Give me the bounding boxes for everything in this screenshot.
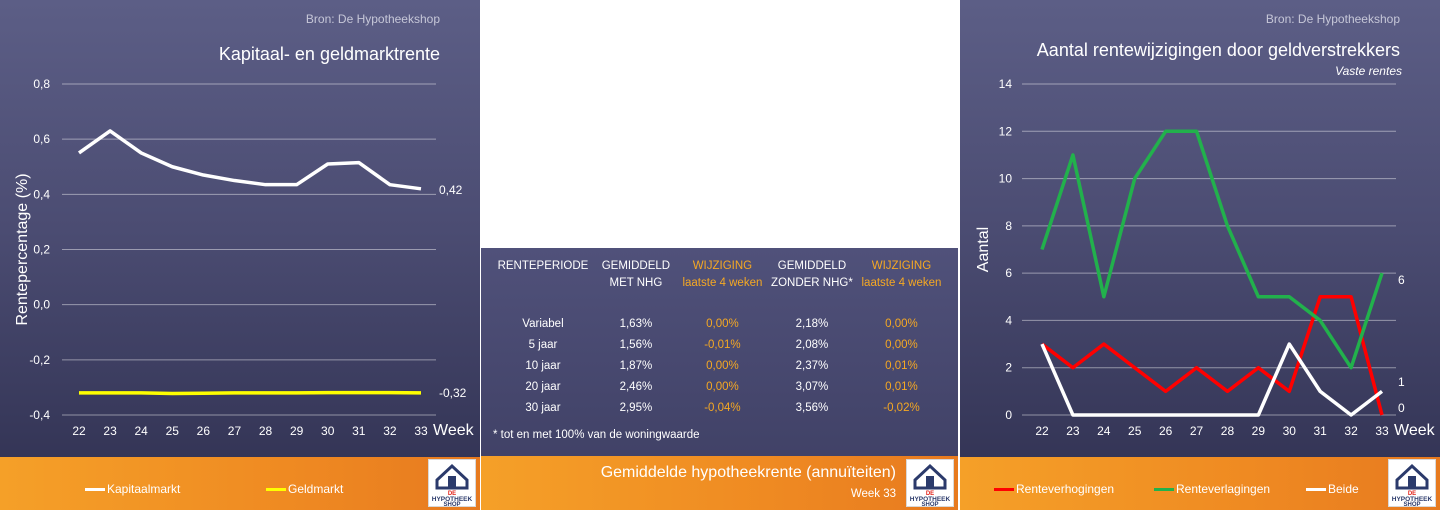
cell-met-nhg: 2,95%	[619, 402, 653, 414]
svg-text:HYPOTHEEK: HYPOTHEEK	[431, 496, 473, 503]
cell-met-nhg: 1,87%	[619, 360, 653, 372]
x-tick-label: 29	[1251, 424, 1266, 438]
cell-change-zonder: -0,02%	[883, 402, 920, 414]
header-change-zonder	[854, 258, 949, 314]
y-tick-label: 6	[1005, 266, 1012, 281]
x-tick-label: 27	[227, 424, 242, 438]
cell-change-zonder: 0,01%	[885, 360, 918, 372]
y-tick-label: 4	[1005, 313, 1012, 328]
chart-source: Bron: De Hypotheekshop	[305, 12, 440, 26]
house-logo-icon	[429, 460, 475, 506]
legend-item-kapitaalmarkt	[85, 482, 180, 496]
cell-zonder-nhg: 2,18%	[795, 318, 829, 330]
x-tick-label: 31	[1313, 424, 1327, 438]
cell-change-met: 0,00%	[706, 381, 739, 393]
legend-label: Kapitaalmarkt	[107, 482, 181, 496]
y-axis-label: Rentepercentage (%)	[14, 173, 31, 326]
cell-change-zonder: 0,00%	[885, 318, 918, 330]
x-tick-label: 23	[103, 424, 117, 438]
x-tick-label: 27	[1189, 424, 1204, 438]
house-logo-icon	[1389, 460, 1435, 506]
table-row	[489, 314, 949, 335]
capital-market-chart-panel	[0, 0, 480, 510]
legend-label: Renteverlagingen	[1176, 482, 1271, 496]
rate-changes-line-chart	[960, 0, 1440, 457]
series-end-label: -0,32	[439, 386, 467, 400]
table-footnote: * tot en met 100% van de woningwaarde	[493, 429, 700, 441]
cell-change-zonder: 0,00%	[885, 339, 918, 351]
y-tick-label: 14	[998, 77, 1012, 91]
svg-text:HYPOTHEEK: HYPOTHEEK	[909, 496, 951, 503]
x-tick-label: 22	[72, 424, 86, 438]
svg-text:DE: DE	[447, 491, 457, 497]
x-tick-label: 26	[1158, 424, 1173, 438]
x-tick-label: 30	[1282, 424, 1296, 438]
x-tick-label: 29	[289, 424, 304, 438]
x-tick-label: 23	[1066, 424, 1080, 438]
svg-text:SHOP: SHOP	[1403, 502, 1421, 506]
legend-item-renteverlagingen	[1154, 482, 1270, 496]
svg-text:SHOP: SHOP	[443, 502, 461, 506]
table-row	[489, 377, 949, 398]
cell-zonder-nhg: 3,07%	[795, 381, 829, 393]
table-header-row	[489, 258, 949, 314]
hypotheekshop-logo	[906, 459, 954, 507]
x-tick-label: 25	[1128, 424, 1142, 438]
legend-item-beide	[1306, 482, 1359, 496]
y-tick-label: 0,6	[33, 132, 50, 147]
y-tick-label: -0,4	[29, 408, 50, 422]
cell-change-zonder: 0,01%	[885, 381, 918, 393]
series-end-label: 6	[1398, 273, 1405, 287]
legend-label: Renteverhogingen	[1016, 482, 1115, 496]
header-change-label: WIJZIGING	[871, 260, 932, 272]
svg-text:HYPOTHEEK: HYPOTHEEK	[1391, 496, 1433, 503]
y-axis-label: Aantal	[975, 226, 992, 273]
series-end-label: 0	[1398, 401, 1405, 415]
legend-swatch	[1306, 488, 1326, 491]
y-tick-label: 8	[1005, 218, 1012, 233]
house-logo-icon	[907, 460, 953, 506]
x-tick-label: 24	[1097, 424, 1111, 438]
header-change-sublabel: laatste 4 weken	[682, 277, 763, 289]
x-tick-label: 24	[134, 424, 148, 438]
y-tick-label: 0,8	[33, 77, 50, 91]
rate-changes-chart-panel	[960, 0, 1440, 510]
cell-period: 30 jaar	[525, 402, 561, 414]
svg-text:DE: DE	[1407, 491, 1417, 497]
table-week: Week 33	[850, 488, 896, 500]
hypotheekshop-logo	[1388, 459, 1436, 507]
x-tick-label: 31	[352, 424, 366, 438]
mortgage-rate-table-panel	[481, 248, 958, 510]
header-zonder-nhg: GEMIDDELD ZONDER NHG*	[771, 260, 853, 289]
x-tick-label: 28	[258, 424, 273, 438]
cell-met-nhg: 2,46%	[619, 381, 653, 393]
legend-swatch	[85, 488, 105, 491]
legend-item-renteverhogingen	[994, 482, 1114, 496]
x-tick-label: 33	[1375, 424, 1389, 438]
chart-subtitle: Vaste rentes	[1335, 64, 1402, 78]
cell-zonder-nhg: 2,08%	[795, 339, 829, 351]
legend-label: Geldmarkt	[288, 482, 344, 496]
svg-text:DE: DE	[925, 491, 935, 497]
y-tick-label: 12	[998, 124, 1012, 139]
x-tick-label: 32	[383, 424, 397, 438]
cell-zonder-nhg: 2,37%	[795, 360, 829, 372]
cell-period: Variabel	[522, 318, 564, 330]
cell-change-met: -0,04%	[704, 402, 741, 414]
series-line-geldmarkt	[79, 393, 421, 394]
cell-period: 10 jaar	[525, 360, 561, 372]
x-tick-label: 26	[196, 424, 211, 438]
cell-change-met: 0,00%	[706, 318, 739, 330]
y-tick-label: 0,4	[33, 187, 50, 202]
table-row	[489, 398, 949, 419]
x-tick-label: 33	[414, 424, 428, 438]
cell-period: 5 jaar	[528, 339, 558, 351]
header-renteperiode: RENTEPERIODE	[497, 260, 589, 272]
series-line-renteverlagingen	[1042, 131, 1382, 367]
header-change-label: WIJZIGING	[692, 260, 753, 272]
y-tick-label: -0,2	[29, 352, 50, 367]
series-end-label: 0,42	[439, 183, 463, 197]
capital-market-line-chart	[0, 0, 480, 457]
legend-footer	[960, 457, 1440, 510]
chart-source: Bron: De Hypotheekshop	[1265, 12, 1400, 26]
y-tick-label: 0,0	[33, 297, 50, 312]
table-row	[489, 356, 949, 377]
table-row	[489, 335, 949, 356]
x-axis-label: Week	[433, 422, 474, 439]
y-tick-label: 0	[1005, 408, 1012, 422]
cell-period: 20 jaar	[525, 381, 561, 393]
legend-swatch	[266, 488, 286, 491]
x-tick-label: 30	[321, 424, 335, 438]
chart-title: Aantal rentewijzigingen door geldverstrekkers	[1036, 40, 1400, 60]
cell-met-nhg: 1,56%	[619, 339, 653, 351]
mortgage-rate-table	[489, 258, 949, 419]
legend-footer	[0, 457, 480, 510]
chart-title: Kapitaal- en geldmarktrente	[218, 44, 440, 64]
x-axis-label: Week	[1394, 422, 1435, 439]
header-change-sublabel: laatste 4 weken	[861, 277, 942, 289]
cell-change-met: -0,01%	[704, 339, 741, 351]
table-title: Gemiddelde hypotheekrente (annuïteiten)	[600, 464, 896, 481]
y-tick-label: 10	[998, 171, 1012, 186]
y-tick-label: 2	[1005, 360, 1012, 375]
legend-swatch	[1154, 488, 1174, 491]
x-tick-label: 25	[165, 424, 179, 438]
legend-swatch	[994, 488, 1014, 491]
hypotheekshop-logo	[428, 459, 476, 507]
legend-label: Beide	[1328, 482, 1359, 496]
header-met-nhg: GEMIDDELD MET NHG	[601, 260, 671, 289]
legend-item-geldmarkt	[266, 482, 343, 496]
series-line-renteverhogingen	[1042, 297, 1382, 415]
series-end-label: 1	[1398, 375, 1405, 389]
x-tick-label: 28	[1220, 424, 1235, 438]
title-footer	[481, 456, 958, 510]
y-tick-label: 0,2	[33, 242, 50, 257]
header-change-met	[675, 258, 770, 314]
cell-change-met: 0,00%	[706, 360, 739, 372]
x-tick-label: 22	[1035, 424, 1049, 438]
x-tick-label: 32	[1344, 424, 1358, 438]
svg-text:SHOP: SHOP	[921, 502, 939, 506]
cell-zonder-nhg: 3,56%	[795, 402, 829, 414]
cell-met-nhg: 1,63%	[619, 318, 653, 330]
